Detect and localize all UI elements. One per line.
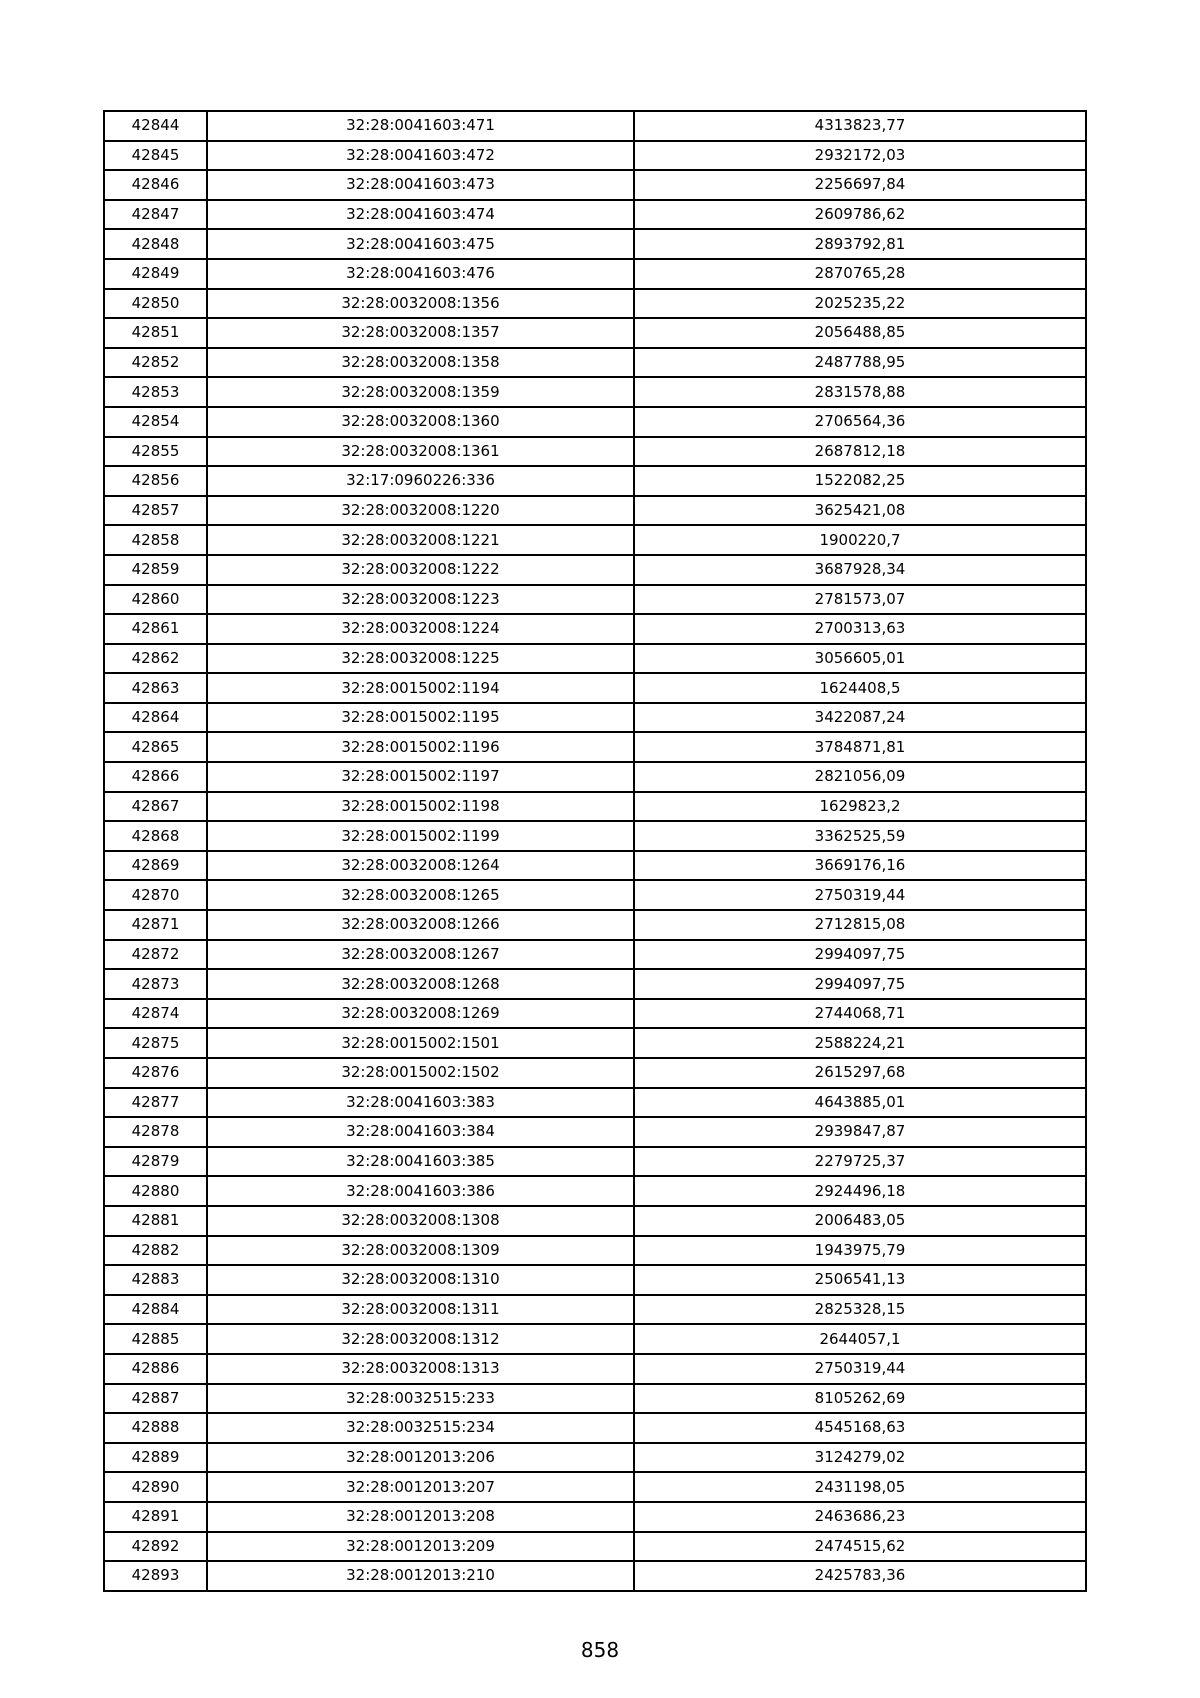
cadastral-number-cell: 32:28:0032008:1311 <box>207 1295 634 1325</box>
table-row <box>104 1413 1086 1443</box>
cadastral-value-cell: 2750319,44 <box>634 880 1086 910</box>
cadastral-number-cell: 32:17:0960226:336 <box>207 466 634 496</box>
table-row <box>104 1502 1086 1532</box>
cadastral-value-cell: 2279725,37 <box>634 1147 1086 1177</box>
cadastral-number-cell: 32:28:0032008:1310 <box>207 1265 634 1295</box>
row-number-cell: 42867 <box>104 792 207 822</box>
table-row <box>104 1265 1086 1295</box>
table-row <box>104 1176 1086 1206</box>
row-number-cell: 42883 <box>104 1265 207 1295</box>
cadastral-number-cell: 32:28:0032515:233 <box>207 1384 634 1414</box>
row-number-cell: 42845 <box>104 141 207 171</box>
cadastral-value-cell: 1522082,25 <box>634 466 1086 496</box>
table-row <box>104 1324 1086 1354</box>
cadastral-value-cell: 2506541,13 <box>634 1265 1086 1295</box>
table-row <box>104 200 1086 230</box>
cadastral-value-cell: 2609786,62 <box>634 200 1086 230</box>
cadastral-value-cell: 2939847,87 <box>634 1117 1086 1147</box>
cadastral-number-cell: 32:28:0041603:476 <box>207 259 634 289</box>
table-row <box>104 644 1086 674</box>
cadastral-value-cell: 2825328,15 <box>634 1295 1086 1325</box>
cadastral-number-cell: 32:28:0041603:386 <box>207 1176 634 1206</box>
cadastral-value-cell: 2994097,75 <box>634 940 1086 970</box>
cadastral-number-cell: 32:28:0041603:384 <box>207 1117 634 1147</box>
table-body <box>104 111 1086 1591</box>
row-number-cell: 42886 <box>104 1354 207 1384</box>
table-row <box>104 1088 1086 1118</box>
cadastral-number-cell: 32:28:0032008:1308 <box>207 1206 634 1236</box>
cadastral-value-cell: 2463686,23 <box>634 1502 1086 1532</box>
table-row <box>104 289 1086 319</box>
row-number-cell: 42862 <box>104 644 207 674</box>
cadastral-number-cell: 32:28:0015002:1198 <box>207 792 634 822</box>
cadastral-number-cell: 32:28:0032008:1356 <box>207 289 634 319</box>
cadastral-number-cell: 32:28:0015002:1195 <box>207 703 634 733</box>
table-row <box>104 1147 1086 1177</box>
row-number-cell: 42879 <box>104 1147 207 1177</box>
cadastral-value-cell: 2932172,03 <box>634 141 1086 171</box>
cadastral-number-cell: 32:28:0032008:1222 <box>207 555 634 585</box>
cadastral-number-cell: 32:28:0032008:1309 <box>207 1236 634 1266</box>
table-row <box>104 614 1086 644</box>
cadastral-value-cell: 2425783,36 <box>634 1561 1086 1591</box>
cadastral-number-cell: 32:28:0032008:1268 <box>207 969 634 999</box>
table-row <box>104 1472 1086 1502</box>
row-number-cell: 42855 <box>104 437 207 467</box>
table-row <box>104 585 1086 615</box>
row-number-cell: 42878 <box>104 1117 207 1147</box>
cadastral-value-cell: 2588224,21 <box>634 1028 1086 1058</box>
cadastral-value-cell: 1624408,5 <box>634 673 1086 703</box>
cadastral-value-cell: 3625421,08 <box>634 496 1086 526</box>
row-number-cell: 42887 <box>104 1384 207 1414</box>
table-row <box>104 1354 1086 1384</box>
row-number-cell: 42857 <box>104 496 207 526</box>
table-row <box>104 259 1086 289</box>
cadastral-value-cell: 4313823,77 <box>634 111 1086 141</box>
cadastral-value-cell: 2025235,22 <box>634 289 1086 319</box>
cadastral-value-cell: 2431198,05 <box>634 1472 1086 1502</box>
row-number-cell: 42875 <box>104 1028 207 1058</box>
row-number-cell: 42893 <box>104 1561 207 1591</box>
cadastral-number-cell: 32:28:0032008:1223 <box>207 585 634 615</box>
cadastral-number-cell: 32:28:0015002:1502 <box>207 1058 634 1088</box>
table-row <box>104 1384 1086 1414</box>
cadastral-value-cell: 1943975,79 <box>634 1236 1086 1266</box>
table-row <box>104 377 1086 407</box>
cadastral-value-cell: 2700313,63 <box>634 614 1086 644</box>
row-number-cell: 42869 <box>104 851 207 881</box>
table-row <box>104 1295 1086 1325</box>
table-row <box>104 910 1086 940</box>
row-number-cell: 42885 <box>104 1324 207 1354</box>
cadastral-number-cell: 32:28:0012013:208 <box>207 1502 634 1532</box>
cadastral-number-cell: 32:28:0032008:1225 <box>207 644 634 674</box>
cadastral-number-cell: 32:28:0015002:1199 <box>207 821 634 851</box>
cadastral-number-cell: 32:28:0032008:1220 <box>207 496 634 526</box>
row-number-cell: 42860 <box>104 585 207 615</box>
table-row <box>104 229 1086 259</box>
table-row <box>104 851 1086 881</box>
row-number-cell: 42863 <box>104 673 207 703</box>
cadastral-number-cell: 32:28:0012013:210 <box>207 1561 634 1591</box>
table-row <box>104 348 1086 378</box>
cadastral-value-cell: 2821056,09 <box>634 762 1086 792</box>
row-number-cell: 42858 <box>104 525 207 555</box>
row-number-cell: 42856 <box>104 466 207 496</box>
row-number-cell: 42874 <box>104 999 207 1029</box>
table-row <box>104 999 1086 1029</box>
cadastral-number-cell: 32:28:0032008:1264 <box>207 851 634 881</box>
cadastral-number-cell: 32:28:0032008:1266 <box>207 910 634 940</box>
cadastral-value-cell: 2687812,18 <box>634 437 1086 467</box>
table-row <box>104 762 1086 792</box>
table-row <box>104 703 1086 733</box>
cadastral-number-cell: 32:28:0015002:1196 <box>207 732 634 762</box>
cadastral-number-cell: 32:28:0041603:383 <box>207 1088 634 1118</box>
cadastral-value-cell: 3669176,16 <box>634 851 1086 881</box>
row-number-cell: 42865 <box>104 732 207 762</box>
table-row <box>104 1236 1086 1266</box>
cadastral-value-cell: 2893792,81 <box>634 229 1086 259</box>
table-row <box>104 792 1086 822</box>
cadastral-value-cell: 2870765,28 <box>634 259 1086 289</box>
cadastral-number-cell: 32:28:0032008:1360 <box>207 407 634 437</box>
cadastral-value-cell: 3687928,34 <box>634 555 1086 585</box>
cadastral-value-cell: 2744068,71 <box>634 999 1086 1029</box>
row-number-cell: 42871 <box>104 910 207 940</box>
cadastral-value-cell: 2474515,62 <box>634 1532 1086 1562</box>
cadastral-value-cell: 2750319,44 <box>634 1354 1086 1384</box>
row-number-cell: 42880 <box>104 1176 207 1206</box>
cadastral-value-cell: 1900220,7 <box>634 525 1086 555</box>
cadastral-number-cell: 32:28:0032008:1359 <box>207 377 634 407</box>
cadastral-number-cell: 32:28:0032008:1224 <box>207 614 634 644</box>
row-number-cell: 42868 <box>104 821 207 851</box>
cadastral-value-cell: 4643885,01 <box>634 1088 1086 1118</box>
cadastral-value-cell: 2256697,84 <box>634 170 1086 200</box>
row-number-cell: 42882 <box>104 1236 207 1266</box>
cadastral-number-cell: 32:28:0012013:207 <box>207 1472 634 1502</box>
cadastral-number-cell: 32:28:0032008:1265 <box>207 880 634 910</box>
row-number-cell: 42846 <box>104 170 207 200</box>
cadastral-value-cell: 2781573,07 <box>634 585 1086 615</box>
row-number-cell: 42870 <box>104 880 207 910</box>
row-number-cell: 42884 <box>104 1295 207 1325</box>
table-row <box>104 407 1086 437</box>
cadastral-number-cell: 32:28:0015002:1197 <box>207 762 634 792</box>
row-number-cell: 42853 <box>104 377 207 407</box>
cadastral-value-cell: 3362525,59 <box>634 821 1086 851</box>
row-number-cell: 42889 <box>104 1443 207 1473</box>
cadastral-number-cell: 32:28:0012013:209 <box>207 1532 634 1562</box>
row-number-cell: 42844 <box>104 111 207 141</box>
table-row <box>104 1058 1086 1088</box>
cadastral-value-cell: 2615297,68 <box>634 1058 1086 1088</box>
row-number-cell: 42848 <box>104 229 207 259</box>
row-number-cell: 42864 <box>104 703 207 733</box>
cadastral-value-cell: 3056605,01 <box>634 644 1086 674</box>
cadastral-value-cell: 2706564,36 <box>634 407 1086 437</box>
row-number-cell: 42876 <box>104 1058 207 1088</box>
row-number-cell: 42851 <box>104 318 207 348</box>
cadastral-value-cell: 4545168,63 <box>634 1413 1086 1443</box>
table-row <box>104 1443 1086 1473</box>
row-number-cell: 42890 <box>104 1472 207 1502</box>
cadastral-number-cell: 32:28:0032008:1267 <box>207 940 634 970</box>
table-row <box>104 170 1086 200</box>
row-number-cell: 42888 <box>104 1413 207 1443</box>
row-number-cell: 42877 <box>104 1088 207 1118</box>
table-row <box>104 1117 1086 1147</box>
row-number-cell: 42850 <box>104 289 207 319</box>
table-row <box>104 525 1086 555</box>
cadastral-value-cell: 3422087,24 <box>634 703 1086 733</box>
table-row <box>104 940 1086 970</box>
cadastral-number-cell: 32:28:0032008:1269 <box>207 999 634 1029</box>
row-number-cell: 42891 <box>104 1502 207 1532</box>
cadastral-value-cell: 2644057,1 <box>634 1324 1086 1354</box>
table-row <box>104 466 1086 496</box>
row-number-cell: 42866 <box>104 762 207 792</box>
row-number-cell: 42892 <box>104 1532 207 1562</box>
cadastral-value-cell: 8105262,69 <box>634 1384 1086 1414</box>
cadastral-number-cell: 32:28:0032008:1221 <box>207 525 634 555</box>
table-row <box>104 1206 1086 1236</box>
table-row <box>104 821 1086 851</box>
row-number-cell: 42859 <box>104 555 207 585</box>
row-number-cell: 42854 <box>104 407 207 437</box>
cadastral-number-cell: 32:28:0032515:234 <box>207 1413 634 1443</box>
cadastral-number-cell: 32:28:0041603:473 <box>207 170 634 200</box>
cadastral-value-cell: 1629823,2 <box>634 792 1086 822</box>
row-number-cell: 42849 <box>104 259 207 289</box>
cadastral-number-cell: 32:28:0032008:1357 <box>207 318 634 348</box>
cadastral-number-cell: 32:28:0041603:385 <box>207 1147 634 1177</box>
cadastral-number-cell: 32:28:0041603:475 <box>207 229 634 259</box>
table-row <box>104 1028 1086 1058</box>
cadastral-value-cell: 2831578,88 <box>634 377 1086 407</box>
cadastral-value-cell: 3784871,81 <box>634 732 1086 762</box>
row-number-cell: 42847 <box>104 200 207 230</box>
cadastral-number-cell: 32:28:0041603:472 <box>207 141 634 171</box>
table-row <box>104 1532 1086 1562</box>
row-number-cell: 42881 <box>104 1206 207 1236</box>
table-row <box>104 969 1086 999</box>
cadastral-number-cell: 32:28:0032008:1358 <box>207 348 634 378</box>
row-number-cell: 42873 <box>104 969 207 999</box>
row-number-cell: 42861 <box>104 614 207 644</box>
cadastral-value-cell: 3124279,02 <box>634 1443 1086 1473</box>
table-row <box>104 555 1086 585</box>
cadastral-value-cell: 2487788,95 <box>634 348 1086 378</box>
cadastral-value-cell: 2924496,18 <box>634 1176 1086 1206</box>
cadastral-number-cell: 32:28:0032008:1361 <box>207 437 634 467</box>
cadastral-value-table <box>103 110 1087 1592</box>
table-row <box>104 318 1086 348</box>
table-row <box>104 141 1086 171</box>
cadastral-number-cell: 32:28:0041603:474 <box>207 200 634 230</box>
table-row <box>104 732 1086 762</box>
cadastral-number-cell: 32:28:0032008:1313 <box>207 1354 634 1384</box>
table-row <box>104 1561 1086 1591</box>
table-row <box>104 880 1086 910</box>
cadastral-value-cell: 2994097,75 <box>634 969 1086 999</box>
cadastral-number-cell: 32:28:0015002:1501 <box>207 1028 634 1058</box>
cadastral-value-cell: 2712815,08 <box>634 910 1086 940</box>
cadastral-number-cell: 32:28:0032008:1312 <box>207 1324 634 1354</box>
cadastral-number-cell: 32:28:0015002:1194 <box>207 673 634 703</box>
table-row <box>104 437 1086 467</box>
page-number: 858 <box>580 1638 620 1662</box>
row-number-cell: 42872 <box>104 940 207 970</box>
table-row <box>104 496 1086 526</box>
table-row <box>104 673 1086 703</box>
table-row <box>104 111 1086 141</box>
cadastral-value-cell: 2006483,05 <box>634 1206 1086 1236</box>
cadastral-number-cell: 32:28:0012013:206 <box>207 1443 634 1473</box>
cadastral-value-cell: 2056488,85 <box>634 318 1086 348</box>
row-number-cell: 42852 <box>104 348 207 378</box>
cadastral-number-cell: 32:28:0041603:471 <box>207 111 634 141</box>
